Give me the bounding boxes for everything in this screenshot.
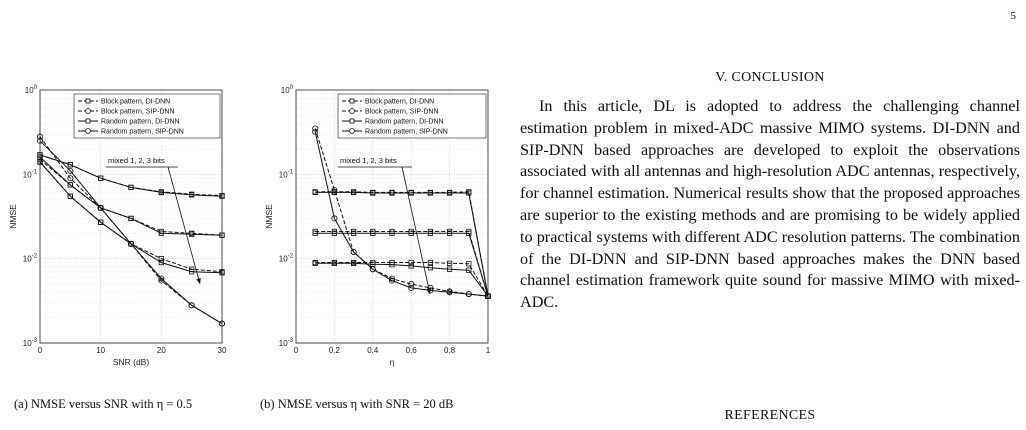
x-tick-label: 0.4 xyxy=(367,346,379,355)
legend-marker xyxy=(86,99,90,103)
legend-label: Random pattern, SIP-DNN xyxy=(365,128,448,136)
legend-label: Random pattern, DI-DNN xyxy=(101,118,180,126)
legend-label: Block pattern, DI-DNN xyxy=(365,98,435,106)
x-axis-label: η xyxy=(389,357,395,367)
x-tick-label: 0 xyxy=(293,346,299,355)
y-tick-label: $10^{-1}$ xyxy=(278,169,293,180)
legend-label: Random pattern, DI-DNN xyxy=(365,118,444,126)
x-tick-label: 1 xyxy=(485,346,491,355)
legend-marker xyxy=(86,129,91,134)
y-axis-label: NMSE xyxy=(8,204,18,229)
nmse-vs-snr-chart xyxy=(0,80,240,380)
annotation-label: mixed 1, 2, 3 bits xyxy=(108,156,165,165)
conclusion-paragraph: In this article, DL is adopted to address the challenging channel estimation problem in mixed-ADC massive MIMO systems. DI-DNN and SIP-DNN based approaches are developed to exploit the observations associated with all antennas and high-resolution ADC antennas, respectively, for channel estimation. Numerical results show that the proposed approaches are superior to the existing methods and are promising to be widely applied to practical systems with different ADC resolution patterns. The combination of the DI-DNN and SIP-DNN based approaches makes the DNN based channel estimation framework quite sound for massive MIMO with mixed-ADC. xyxy=(520,97,1020,312)
legend-marker xyxy=(350,119,354,123)
y-tick-label: $10^{-3}$ xyxy=(278,338,293,348)
x-tick-label: 0.2 xyxy=(328,346,340,355)
y-tick-label: $10^0$ xyxy=(280,85,293,95)
subfigure-caption-b: (b) NMSE versus η with SNR = 20 dB xyxy=(260,397,454,411)
legend-marker xyxy=(86,119,90,123)
page-number: 5 xyxy=(1010,10,1016,22)
legend-label: Block pattern, SIP-DNN xyxy=(365,108,439,116)
figure-panel-a xyxy=(0,80,240,380)
legend-marker xyxy=(86,109,91,114)
legend-marker xyxy=(350,99,354,103)
y-tick-label: $10^0$ xyxy=(24,85,37,95)
x-tick-label: 20 xyxy=(156,346,166,355)
x-tick-label: 0 xyxy=(37,346,43,355)
legend-label: Block pattern, SIP-DNN xyxy=(101,108,175,116)
legend-label: Random pattern, SIP-DNN xyxy=(101,128,184,136)
legend-marker xyxy=(350,109,355,114)
subfigure-caption-a: (a) NMSE versus SNR with η = 0.5 xyxy=(14,397,193,411)
y-tick-label: $10^{-2}$ xyxy=(278,253,293,264)
x-tick-label: 30 xyxy=(217,346,227,355)
legend-label: Block pattern, DI-DNN xyxy=(101,98,171,106)
x-tick-label: 0.8 xyxy=(444,346,456,355)
y-tick-label: $10^{-3}$ xyxy=(22,338,37,348)
section-heading-references: REFERENCES xyxy=(724,408,816,423)
x-tick-label: 10 xyxy=(96,346,106,355)
figure-panel-b xyxy=(250,80,500,380)
y-tick-label: $10^{-1}$ xyxy=(22,169,37,180)
x-tick-label: 0.6 xyxy=(405,346,417,355)
y-tick-label: $10^{-2}$ xyxy=(22,253,37,264)
section-heading-conclusion: V. CONCLUSION xyxy=(715,70,825,85)
annotation-label: mixed 1, 2, 3 bits xyxy=(340,156,397,165)
legend-marker xyxy=(350,129,355,134)
x-axis-label: SNR (dB) xyxy=(112,357,150,367)
y-axis-label: NMSE xyxy=(264,204,274,229)
nmse-vs-eta-chart xyxy=(250,80,500,380)
